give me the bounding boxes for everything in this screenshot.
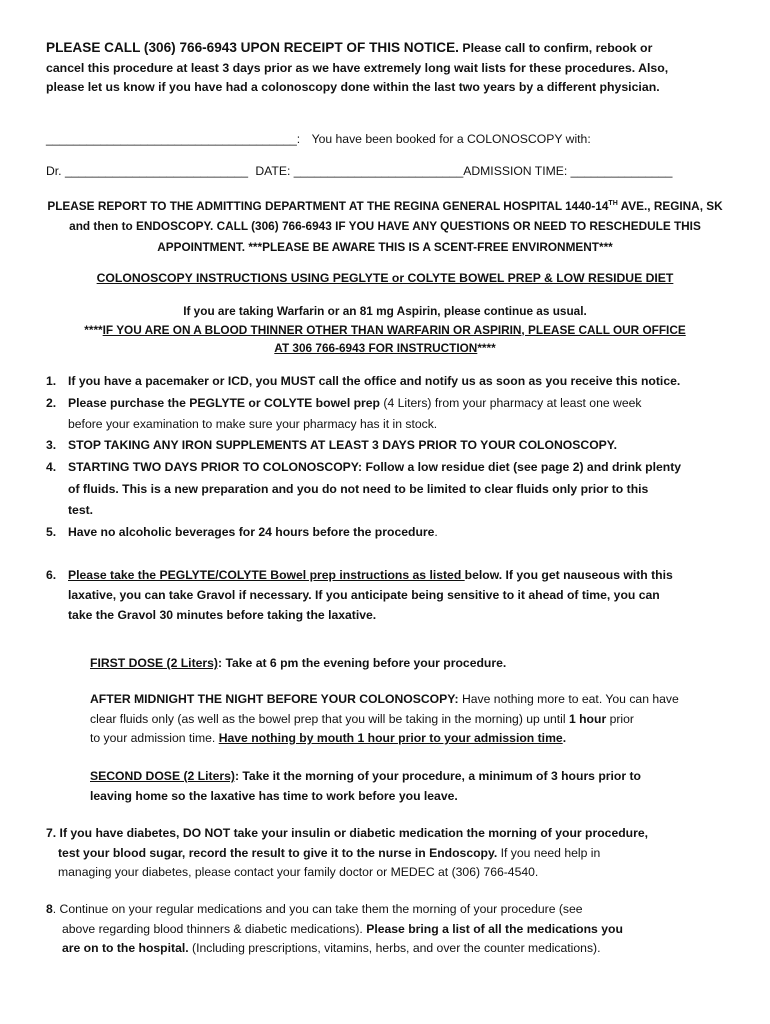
report-line-1: PLEASE REPORT TO THE ADMITTING DEPARTMENT AT THE REGINA GENERAL HOSPITAL 1440-14TH AVE., REGINA, SK: [47, 198, 723, 213]
after-midnight: AFTER MIDNIGHT THE NIGHT BEFORE YOUR COLONOSCOPY: Have nothing more to eat. You can have clear fluids only (as well as the bowel prep that you will be taking in the morning) up until 1 hour prior to your admission time. Have nothing by mouth 1 hour prior to your admission time.: [90, 692, 679, 745]
date-blank: _________________________: [293, 164, 464, 178]
booking-details-line: [46, 162, 672, 181]
blood-thinner-warning: [0, 302, 770, 358]
report-line-2: and then to ENDOSCOPY. CALL (306) 766-6943 IF YOU HAVE ANY QUESTIONS OR NEED TO RESCHEDULE THIS: [69, 219, 701, 234]
after-midnight-label: AFTER MIDNIGHT THE NIGHT BEFORE YOUR COLONOSCOPY:: [90, 692, 459, 706]
list-item: 4. STARTING TWO DAYS PRIOR TO COLONOSCOPY: Follow a low residue diet (see page 2) and drink plenty of fluids. This is a new preparation and you do not need to be limited to clear fluids only prior to this test.: [46, 460, 682, 517]
warfarin-line-3: AT 306 766-6943 FOR INSTRUCTION****: [274, 341, 496, 355]
dr-blank: ___________________________: [64, 164, 248, 178]
first-dose-label: FIRST DOSE (2 Liters): [90, 656, 218, 670]
booking-name-line: [46, 130, 591, 149]
booked-text: You have been booked for a COLONOSCOPY with:: [311, 132, 591, 146]
date-label: DATE:: [255, 164, 291, 178]
notice-line-1: Please call to confirm, rebook or: [462, 41, 653, 55]
list-item: 1. If you have a pacemaker or ICD, you MUST call the office and notify us as soon as you receive this notice.: [46, 374, 681, 388]
instructions-title: COLONOSCOPY INSTRUCTIONS USING PEGLYTE or COLYTE BOWEL PREP & LOW RESIDUE DIET: [96, 271, 674, 285]
list-item: 8. Continue on your regular medications and you can take them the morning of your procedure (see above regarding blood thinners & diabetic medications). Please bring a list of all the medications you are on to the hospital. (Including prescriptions, vitamins, herbs, and over the counter medications).: [46, 902, 623, 955]
patient-name-blank: _____________________________________:: [46, 132, 301, 146]
report-line-3: APPOINTMENT. ***PLEASE BE AWARE THIS IS A SCENT-FREE ENVIRONMENT***: [157, 239, 613, 254]
admission-blank: _______________: [570, 164, 673, 178]
notice-line-3: please let us know if you have had a colonoscopy done within the last two years by a different physician.: [46, 80, 660, 94]
notice-line-2: cancel this procedure at least 3 days prior as we have extremely long wait lists for these procedures. Also,: [46, 60, 669, 75]
list-item: 2. Please purchase the PEGLYTE or COLYTE bowel prep (4 Liters) from your pharmacy at least one week before your examination to make sure your pharmacy has it in stock.: [46, 396, 642, 431]
warfarin-line-1: If you are taking Warfarin or an 81 mg Aspirin, please continue as usual.: [183, 304, 587, 318]
first-dose: FIRST DOSE (2 Liters): Take at 6 pm the evening before your procedure.: [90, 656, 507, 670]
list-item: 7. If you have diabetes, DO NOT take your insulin or diabetic medication the morning of your procedure, test your blood sugar, record the result to give it to the nurse in Endoscopy. If you need help in managing your diabetes, please contact your family doctor or MEDEC at (306) 766-4540.: [46, 826, 649, 879]
notice-heading: PLEASE CALL (306) 766-6943 UPON RECEIPT OF THIS NOTICE.: [46, 40, 459, 55]
admission-label: ADMISSION TIME:: [463, 164, 568, 178]
list-item: 6. Please take the PEGLYTE/COLYTE Bowel prep instructions as listed below. If you get nauseous with this laxative, you can take Gravol if necessary. If you anticipate being sensitive to it ahead of time, you can take the Gravol 30 minutes before taking the laxative.: [46, 568, 673, 622]
second-dose-label: SECOND DOSE (2 Liters): [90, 769, 235, 783]
second-dose: SECOND DOSE (2 Liters): Take it the morning of your procedure, a minimum of 3 hours prior to leaving home so the laxative has time to work before you leave.: [90, 769, 641, 803]
list-item: 3. STOP TAKING ANY IRON SUPPLEMENTS AT LEAST 3 DAYS PRIOR TO YOUR COLONOSCOPY.: [46, 438, 617, 452]
list-item: 5. Have no alcoholic beverages for 24 hours before the procedure.: [46, 525, 438, 539]
report-instructions: [0, 194, 770, 257]
notice-intro: [46, 38, 736, 98]
dr-label: Dr.: [46, 164, 62, 178]
warfarin-line-2: ****IF YOU ARE ON A BLOOD THINNER OTHER THAN WARFARIN OR ASPIRIN, PLEASE CALL OUR OFFICE: [84, 322, 686, 337]
